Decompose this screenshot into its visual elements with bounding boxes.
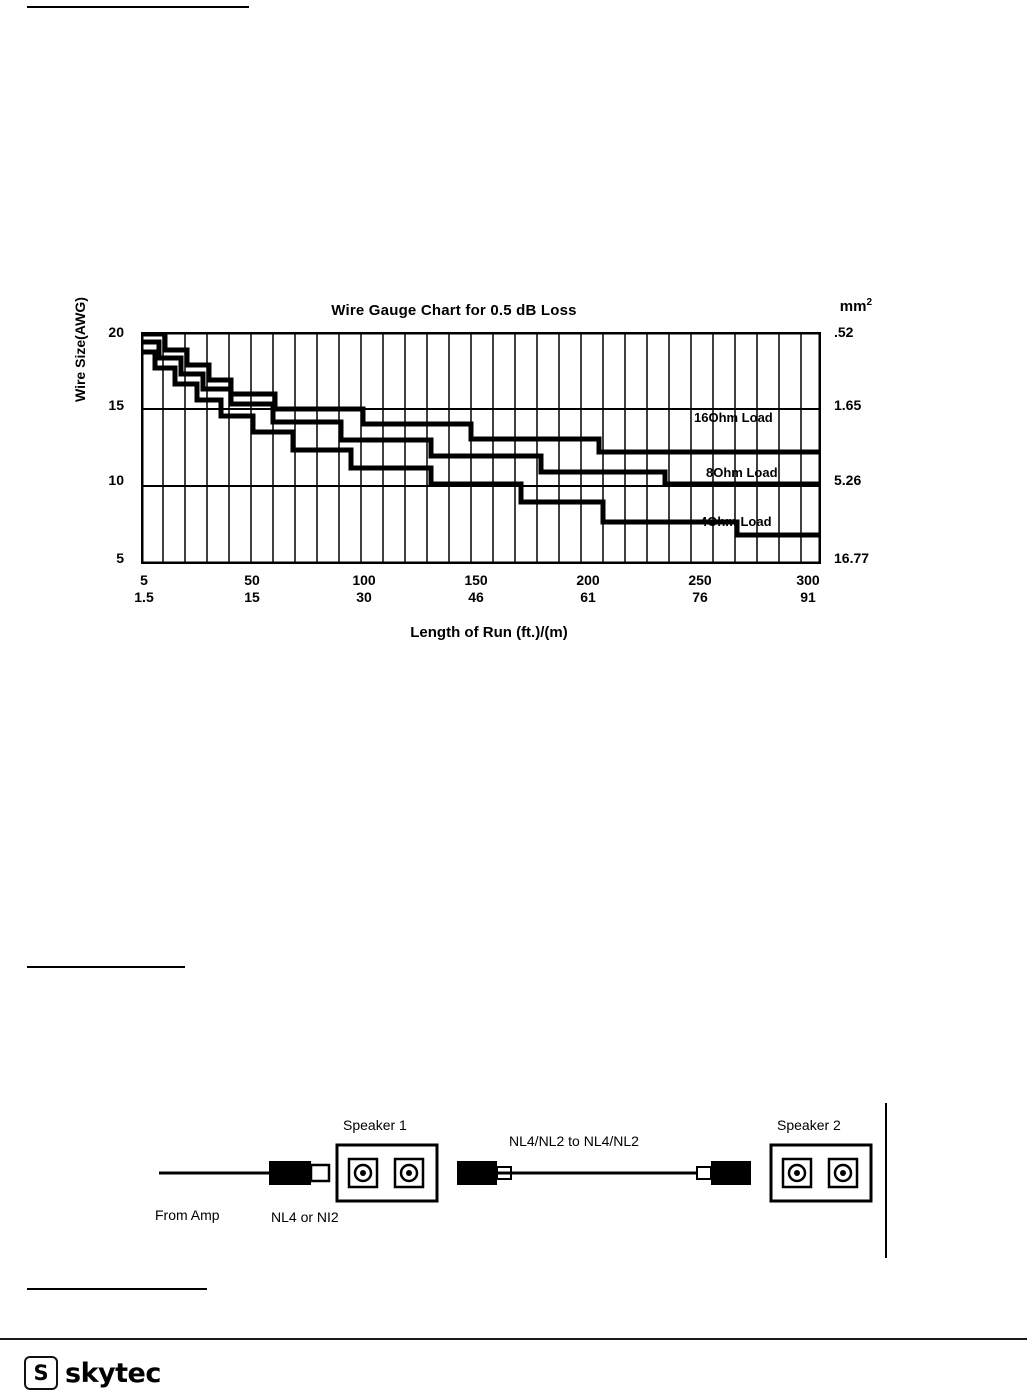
brand-logo <box>24 1356 161 1390</box>
x-tick-100ft <box>342 572 386 606</box>
speaker-wiring-diagram <box>145 1103 887 1258</box>
section-rule-bottom <box>27 1288 207 1290</box>
y-tick-10: 10 <box>108 472 124 488</box>
speaker-2-label: Speaker 2 <box>777 1117 841 1133</box>
mm2-tick-0-52: .52 <box>834 324 854 340</box>
amp-connector-label: NL4 or NI2 <box>271 1209 339 1225</box>
x-tick-100ft-value: 100 <box>352 572 376 588</box>
x-tick-61m-value: 61 <box>580 589 596 605</box>
series-label-16ohm: 16Ohm Load <box>694 410 773 425</box>
chart-plot-area <box>141 332 821 564</box>
x-tick-250ft-value: 250 <box>688 572 712 588</box>
brand-name: skytec <box>65 1357 161 1389</box>
chart-y-axis-title: Wire Size(AWG) <box>72 297 88 402</box>
wiring-diagram-graphic <box>145 1103 887 1258</box>
x-tick-91m-value: 91 <box>800 589 816 605</box>
x-tick-1-5m-value: 1.5 <box>134 589 154 605</box>
skytec-logo-icon: S <box>24 1356 58 1390</box>
x-tick-76m-value: 76 <box>692 589 708 605</box>
diagram-divider <box>885 1103 887 1258</box>
x-tick-200ft <box>566 572 610 606</box>
x-tick-50ft <box>230 572 274 606</box>
y-tick-5: 5 <box>116 550 124 566</box>
x-tick-150ft-value: 150 <box>464 572 488 588</box>
mm2-tick-5-26: 5.26 <box>834 472 862 488</box>
y-tick-15: 15 <box>108 397 124 413</box>
series-label-4ohm: 4Ohm Load <box>700 514 772 529</box>
x-tick-30m-value: 30 <box>356 589 372 605</box>
x-tick-200ft-value: 200 <box>576 572 600 588</box>
x-tick-300ft-value: 300 <box>796 572 820 588</box>
footer-divider <box>0 1338 1027 1340</box>
series-label-8ohm: 8Ohm Load <box>706 465 778 480</box>
section-rule-middle <box>27 966 185 968</box>
wire-gauge-chart <box>73 291 885 657</box>
x-tick-46m-value: 46 <box>468 589 484 605</box>
x-tick-300ft <box>786 572 830 606</box>
mm2-tick-16-77: 16.77 <box>834 550 870 566</box>
chart-x-axis-title: Length of Run (ft.)/(m) <box>410 624 568 641</box>
chart-title: Wire Gauge Chart for 0.5 dB Loss <box>331 302 577 319</box>
x-tick-15m-value: 15 <box>244 589 260 605</box>
section-rule-top <box>27 6 249 8</box>
x-tick-250ft <box>678 572 722 606</box>
x-tick-50ft-value: 50 <box>244 572 260 588</box>
x-tick-5ft <box>122 572 166 606</box>
mm2-tick-1-65: 1.65 <box>834 397 862 413</box>
speaker-1-label: Speaker 1 <box>343 1117 407 1133</box>
from-amp-label: From Amp <box>155 1207 220 1223</box>
x-tick-150ft <box>454 572 498 606</box>
link-cable-label: NL4/NL2 to NL4/NL2 <box>509 1133 639 1149</box>
chart-secondary-axis-label: $mm^2$ <box>839 297 872 315</box>
y-tick-20: 20 <box>108 324 124 340</box>
x-tick-5ft-value: 5 <box>140 572 148 588</box>
